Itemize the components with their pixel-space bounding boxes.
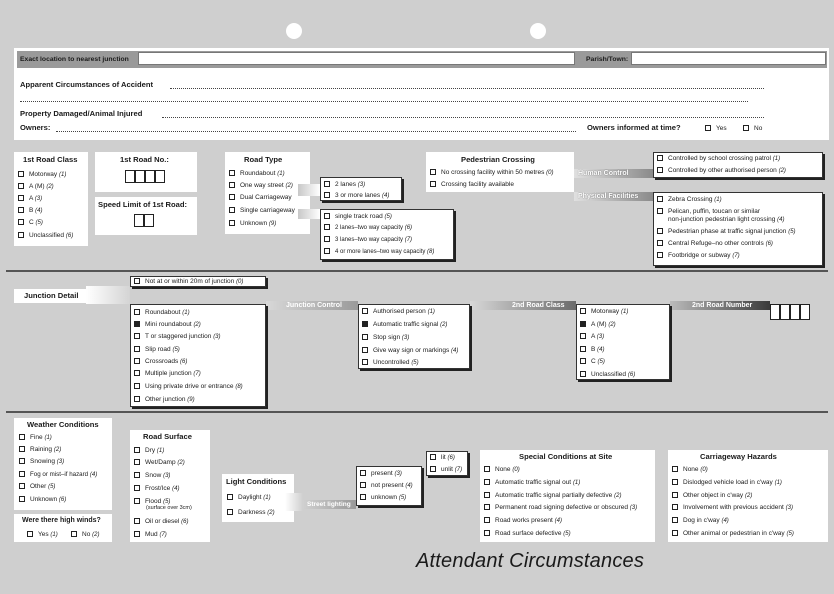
option-b[interactable]: B (4) (18, 206, 43, 216)
connector-dual (298, 184, 320, 196)
option-single-carriageway[interactable]: Single carriageway (229, 206, 295, 215)
option-2nd-unclassified[interactable]: Unclassified (6) (580, 370, 635, 380)
option-junction-roundabout[interactable]: Roundabout (1) (134, 308, 190, 318)
human-control-box (653, 152, 823, 178)
option-signal-out[interactable]: Automatic traffic signal out (1) (484, 478, 580, 488)
single-carriageway-lanes-box (320, 209, 454, 260)
option-central-refuge[interactable]: Central Refuge–no other controls (6) (657, 239, 773, 249)
option-daylight[interactable]: Daylight (1) (227, 493, 271, 503)
weather-title: Weather Conditions (27, 420, 99, 429)
option-school-crossing-patrol[interactable]: Controlled by school crossing patrol (1) (657, 154, 780, 164)
physical-facilities-box (653, 192, 823, 266)
junction-detail-box (130, 304, 266, 407)
option-winds-no[interactable]: No (2) (71, 530, 99, 540)
road-number-digit-3[interactable] (145, 170, 155, 183)
binder-hole-left (286, 23, 302, 39)
option-signal-partially-defective[interactable]: Automatic traffic signal partially defective (2) (484, 491, 621, 501)
option-special-none[interactable]: None (0) (484, 465, 520, 475)
option-unclassified[interactable]: Unclassified (6) (18, 231, 73, 241)
option-uncontrolled[interactable]: Uncontrolled (5) (362, 358, 419, 368)
option-dry[interactable]: Dry (1) (134, 446, 164, 456)
binder-hole-right (530, 23, 546, 39)
speed-limit-digit-2[interactable] (144, 214, 154, 227)
owners-informed-no[interactable]: No (743, 124, 762, 133)
road-number-digit-2[interactable] (135, 170, 145, 183)
option-other-junction[interactable]: Other junction (9) (134, 395, 195, 405)
option-2-lanes[interactable]: 2 lanes (3) (324, 180, 365, 190)
dual-carriageway-lanes-box (320, 177, 402, 201)
option-dual-carriageway[interactable]: Dual Carriageway (229, 193, 292, 202)
exact-location-label: Exact location to nearest junction (20, 56, 129, 63)
second-road-digit-2[interactable] (780, 304, 790, 320)
second-road-digit-1[interactable] (770, 304, 780, 320)
second-road-number-bar: 2nd Road Number (670, 301, 770, 310)
option-mini-roundabout[interactable]: Mini roundabout (2) (134, 320, 201, 330)
apparent-circumstances-line-2[interactable] (20, 101, 748, 102)
option-darkness[interactable]: Darkness (2) (227, 508, 275, 518)
option-dislodged-load[interactable]: Dislodged vehicle load in c'way (1) (672, 478, 782, 488)
option-one-way-street[interactable]: One way street (2) (229, 181, 293, 191)
option-surface-defective[interactable]: Road surface defective (5) (484, 529, 571, 539)
option-automatic-traffic-signal[interactable]: Automatic traffic signal (2) (362, 320, 447, 330)
option-lit[interactable]: lit (6) (430, 453, 455, 463)
owners-label: Owners: (20, 123, 51, 132)
option-winds-yes[interactable]: Yes (1) (27, 530, 58, 540)
option-crossroads[interactable]: Crossroads (6) (134, 357, 187, 367)
high-winds-title: Were there high winds? (22, 517, 101, 524)
option-c[interactable]: C (5) (18, 218, 43, 228)
page-title: Attendant Circumstances (416, 550, 645, 572)
option-roundabout[interactable]: Roundabout (1) (229, 169, 285, 179)
option-footbridge-subway[interactable]: Footbridge or subway (7) (657, 251, 740, 261)
road-type-title: Road Type (244, 155, 283, 164)
parish-town-label: Parish/Town: (586, 56, 629, 63)
option-raining[interactable]: Raining (2) (19, 445, 61, 455)
option-wet-damp[interactable]: Wet/Damp (2) (134, 458, 185, 468)
divider-1 (6, 270, 828, 272)
pedestrian-crossing-title: Pedestrian Crossing (461, 155, 535, 164)
option-signing-defective[interactable]: Permanent road signing defective or obscured (3) (484, 503, 637, 513)
lit-unlit-box (426, 451, 468, 476)
option-stop-sign[interactable]: Stop sign (3) (362, 333, 409, 343)
apparent-circumstances-line[interactable] (170, 88, 764, 89)
option-single-track[interactable]: single track road (5) (324, 212, 392, 222)
option-2nd-motorway[interactable]: Motorway (1) (580, 307, 628, 317)
option-frost-ice[interactable]: Frost/Ice (4) (134, 484, 179, 494)
speed-limit-title: Speed Limit of 1st Road: (98, 200, 188, 209)
junction-connector (86, 286, 130, 304)
option-t-junction[interactable]: T or staggered junction (3) (134, 332, 221, 342)
option-3-or-more-lanes[interactable]: 3 or more lanes (4) (324, 191, 389, 201)
option-snow[interactable]: Snow (3) (134, 471, 170, 481)
light-conditions-title: Light Conditions (226, 477, 287, 486)
option-2nd-b[interactable]: B (4) (580, 345, 605, 355)
first-road-number-title: 1st Road No.: (120, 155, 169, 164)
second-road-class-bar: 2nd Road Class (470, 301, 576, 310)
option-crossing-facility-available[interactable]: Crossing facility available (430, 180, 514, 189)
property-damaged-label: Property Damaged/Animal Injured (20, 109, 143, 118)
option-fog[interactable]: Fog or mist–if hazard (4) (19, 470, 97, 480)
exact-location-input[interactable] (138, 52, 575, 65)
option-pelican-puffin-toucan-cont: non-junction pedestrian light crossing (4) (668, 216, 785, 223)
option-dog-in-carriageway[interactable]: Dog in c'way (4) (672, 516, 729, 526)
owners-informed-yes[interactable]: Yes (705, 124, 727, 133)
option-a[interactable]: A (3) (18, 194, 42, 204)
option-3-lanes-two-way[interactable]: 3 lanes–two way capacity (7) (324, 236, 412, 245)
option-hazards-none[interactable]: None (0) (672, 465, 708, 475)
option-weather-other[interactable]: Other (5) (19, 482, 55, 492)
junction-control-box (358, 304, 470, 369)
option-slip-road[interactable]: Slip road (5) (134, 345, 180, 355)
option-2-lanes-two-way[interactable]: 2 lanes–two way capacity (6) (324, 224, 412, 233)
light-connector (285, 493, 303, 511)
road-number-digit-1[interactable] (125, 170, 135, 183)
option-no-crossing-facility[interactable]: No crossing facility within 50 metres (0) (430, 168, 553, 178)
option-give-way-sign[interactable]: Give way sign or markings (4) (362, 346, 458, 356)
option-fine[interactable]: Fine (1) (19, 433, 52, 443)
option-unlit[interactable]: unlit (7) (430, 465, 462, 475)
street-lighting-bar: Street lighting (303, 500, 356, 509)
apparent-circumstances-label: Apparent Circumstances of Accident (20, 80, 154, 89)
connector-single (298, 209, 320, 219)
street-lighting-box (356, 466, 422, 506)
owners-informed-label: Owners informed at time? (587, 123, 681, 132)
carriageway-hazards-title: Carriageway Hazards (700, 452, 777, 461)
option-roadworks-present[interactable]: Road works present (4) (484, 516, 562, 526)
option-pedestrian-phase[interactable]: Pedestrian phase at traffic signal junction (5) (657, 227, 796, 237)
option-mud[interactable]: Mud (7) (134, 530, 167, 540)
parish-town-input[interactable] (631, 52, 826, 65)
human-control-bar: Human Control (574, 169, 653, 178)
option-not-at-junction[interactable]: Not at or within 20m of junction (0) (134, 277, 243, 287)
physical-facilities-bar: Physical Facilities (574, 192, 653, 201)
option-lighting-unknown[interactable]: unknown (5) (360, 493, 406, 503)
divider-2 (6, 411, 828, 413)
option-motorway[interactable]: Motorway (1) (18, 170, 66, 180)
road-number-digit-4[interactable] (155, 170, 165, 183)
option-oil-diesel[interactable]: Oil or diesel (6) (134, 517, 188, 527)
option-other-authorised-person[interactable]: Controlled by other authorised person (2) (657, 166, 786, 176)
option-authorised-person[interactable]: Authorised person (1) (362, 307, 435, 317)
second-road-digit-3[interactable] (790, 304, 800, 320)
option-other-animal[interactable]: Other animal or pedestrian in c'way (5) (672, 529, 794, 539)
second-road-class-box (576, 304, 670, 380)
option-2nd-c[interactable]: C (5) (580, 357, 605, 367)
option-pelican-puffin-toucan[interactable]: Pelican, puffin, toucan or similar (657, 207, 760, 216)
second-road-digit-4[interactable] (800, 304, 810, 320)
option-multiple-junction[interactable]: Multiple junction (7) (134, 369, 201, 379)
property-damaged-line[interactable] (162, 117, 764, 118)
option-other-object[interactable]: Other object in c'way (2) (672, 491, 752, 501)
option-lighting-not-present[interactable]: not present (4) (360, 481, 413, 491)
special-conditions-title: Special Conditions at Site (519, 452, 613, 461)
option-unknown[interactable]: Unknown (9) (229, 219, 276, 229)
option-a-m[interactable]: A (M) (2) (18, 182, 54, 192)
option-4-or-more-lanes[interactable]: 4 or more lanes–two way capacity (8) (324, 248, 434, 257)
option-zebra-crossing[interactable]: Zebra Crossing (1) (657, 195, 722, 205)
option-snowing[interactable]: Snowing (3) (19, 457, 64, 467)
junction-detail-title: Junction Detail (24, 291, 79, 300)
speed-limit-digit-1[interactable] (134, 214, 144, 227)
option-2nd-a[interactable]: A (3) (580, 332, 604, 342)
first-road-class-title: 1st Road Class (23, 155, 78, 164)
option-2nd-a-m[interactable]: A (M) (2) (580, 320, 616, 330)
option-flood[interactable]: Flood (5) (134, 497, 170, 507)
owners-line[interactable] (56, 131, 576, 132)
option-weather-unknown[interactable]: Unknown (6) (19, 495, 66, 505)
not-at-junction-box (130, 276, 266, 287)
junction-control-bar: Junction Control (266, 301, 358, 310)
flood-note: (surface over 3cm) (146, 505, 192, 511)
option-lighting-present[interactable]: present (3) (360, 469, 402, 479)
option-previous-accident[interactable]: Involvement with previous accident (3) (672, 503, 793, 513)
road-surface-title: Road Surface (143, 432, 192, 441)
option-private-drive[interactable]: Using private drive or entrance (8) (134, 382, 243, 392)
